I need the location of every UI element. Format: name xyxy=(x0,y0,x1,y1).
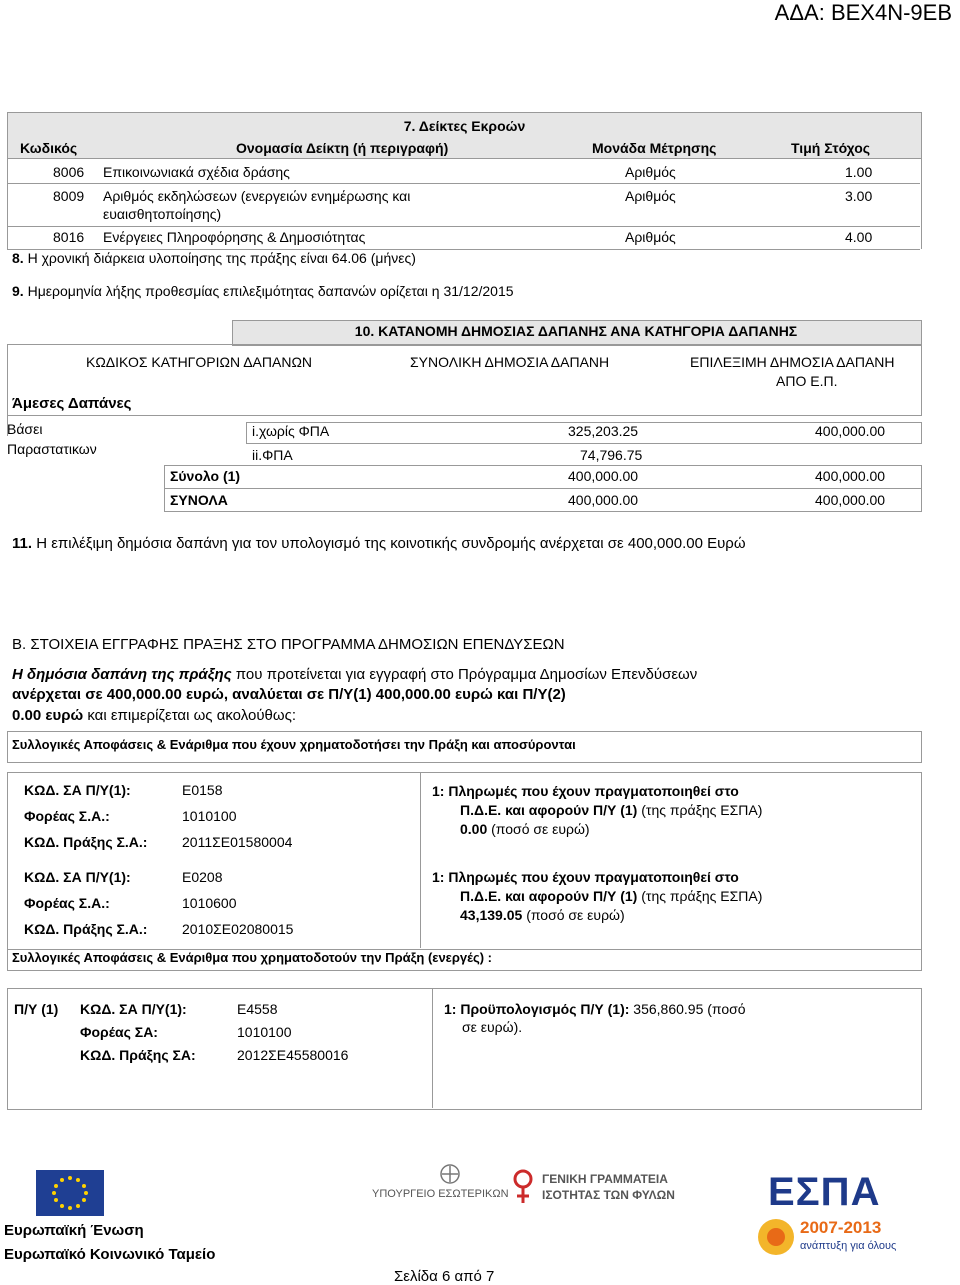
section-b-line-1: Η δημόσια δαπάνη της πράξης που προτείνεται για εγγραφή στο Πρόγραμμα Δημοσίων Επενδύσεων xyxy=(12,666,698,683)
ministry-label: ΥΠΟΥΡΓΕΙΟ ΕΣΩΤΕΡΙΚΩΝ xyxy=(372,1188,509,1200)
gsg-label-2: ΙΣΟΤΗΤΑΣ ΤΩΝ ΦΥΛΩΝ xyxy=(542,1188,675,1202)
section-b-line-3: 0.00 ευρώ και επιμερίζεται ως ακολούθως: xyxy=(12,707,297,724)
active-decisions-title: Συλλογικές Αποφάσεις & Ενάριθμα που χρηματοδοτούν την Πράξη (ενεργές) : xyxy=(12,950,493,965)
closed-1-payments-line2: Π.Δ.Ε. και αφορούν Π/Υ (1) (της πράξης ΕΣΠΑ) xyxy=(460,802,763,818)
direct-costs-label: Άμεσες Δαπάνες xyxy=(12,395,132,412)
closed-1-project-label: ΚΩΔ. Πράξης Σ.Α.: xyxy=(24,834,148,850)
section-10-title: 10. ΚΑΤΑΝΟΜΗ ΔΗΜΟΣΙΑΣ ΔΑΠΑΝΗΣ ΑΝΑ ΚΑΤΗΓΟΡΙΑ ΔΑΠΑΝΗΣ xyxy=(354,323,798,339)
closed-2-payments-line3: 43,139.05 (ποσό σε ευρώ) xyxy=(460,907,625,923)
closed-2-project-label: ΚΩΔ. Πράξης Σ.Α.: xyxy=(24,921,148,937)
eu-flag-icon xyxy=(36,1170,104,1216)
active-agency-value: 1010100 xyxy=(237,1024,292,1040)
espa-star-icon xyxy=(755,1212,797,1262)
closed-1-sa-label: ΚΩΔ. ΣΑ Π/Υ(1): xyxy=(24,782,131,798)
table-row: 8009 Αριθμός εκδηλώσεων (ενεργειών ενημέρωσης και ευαισθητοποίησης) Αριθμός 3.00 xyxy=(7,184,920,227)
subtotal-total: 400,000.00 xyxy=(568,468,639,484)
section-b-line-2: ανέρχεται σε 400,000.00 ευρώ, αναλύεται σε Π/Υ(1) 400,000.00 ευρώ και Π/Υ(2) xyxy=(12,686,566,703)
col-name: Ονομασία Δείκτη (ή περιγραφή) xyxy=(236,140,449,156)
item-11: 11. Η επιλέξιμη δημόσια δαπάνη για τον υπολογισμό της κοινοτικής συνδρομής ανέρχεται σε 400,000.00 Ευρώ xyxy=(12,535,746,552)
subtotal-eligible: 400,000.00 xyxy=(815,468,886,484)
active-budget-line1: 1: Προϋπολογισμός Π/Υ (1): 356,860.95 (ποσό xyxy=(444,1001,746,1017)
closed-2-payments-line2: Π.Δ.Ε. και αφορούν Π/Υ (1) (της πράξης ΕΣΠΑ) xyxy=(460,888,763,904)
gsg-label-1: ΓΕΝΙΚΗ ΓΡΑΜΜΑΤΕΙΑ xyxy=(542,1172,668,1186)
espa-subtitle: ανάπτυξη για όλους xyxy=(800,1240,897,1252)
espa-years: 2007-2013 xyxy=(800,1218,882,1237)
closed-1-payments-line1: 1: Πληρωμές που έχουν πραγματοποιηθεί στο xyxy=(432,783,739,799)
active-project-label: ΚΩΔ. Πράξης ΣΑ: xyxy=(80,1047,196,1063)
section-7-title: 7. Δείκτες Εκροών xyxy=(7,112,922,140)
closed-2-agency-value: 1010600 xyxy=(182,895,237,911)
active-sa-label: ΚΩΔ. ΣΑ Π/Υ(1): xyxy=(80,1001,187,1017)
document-id: ΑΔΑ: ΒΕΧ4Ν-9ΕΒ xyxy=(774,0,952,25)
base-label-1: Βάσει xyxy=(7,421,43,437)
item-9: 9. Ημερομηνία λήξης προθεσμίας επιλεξιμότητας δαπανών ορίζεται η 31/12/2015 xyxy=(12,283,514,299)
closed-2-project-value: 2010ΣΕ02080015 xyxy=(182,921,294,937)
active-sa-value: Ε4558 xyxy=(237,1001,278,1017)
active-budget-label: Π/Υ (1) xyxy=(14,1001,59,1017)
col-total-public: ΣΥΝΟΛΙΚΗ ΔΗΜΟΣΙΑ ΔΑΠΑΝΗ xyxy=(410,354,610,370)
grand-total-label: ΣΥΝΟΛΑ xyxy=(170,492,228,508)
col-target: Τιμή Στόχος xyxy=(791,140,871,156)
active-budget-line2: σε ευρώ). xyxy=(462,1019,523,1035)
closed-1-agency-value: 1010100 xyxy=(182,808,237,824)
col-category-code: ΚΩΔΙΚΟΣ ΚΑΤΗΓΟΡΙΩΝ ΔΑΠΑΝΩΝ xyxy=(86,354,313,370)
closed-1-payments-line3: 0.00 (ποσό σε ευρώ) xyxy=(460,821,590,837)
table-row: 8006 Επικοινωνιακά σχέδια δράσης Αριθμός 1.00 xyxy=(7,160,920,184)
closed-1-agency-label: Φορέας Σ.Α.: xyxy=(24,808,110,824)
col-code: Κωδικός xyxy=(20,140,78,156)
closed-2-payments-line1: 1: Πληρωμές που έχουν πραγματοποιηθεί στο xyxy=(432,869,739,885)
espa-logo-text: ΕΣΠΑ xyxy=(768,1170,881,1214)
row-without-vat-total: 325,203.25 xyxy=(568,423,639,439)
col-eligible-a: ΕΠΙΛΕΞΙΜΗ ΔΗΜΟΣΙΑ ΔΑΠΑΝΗ xyxy=(690,354,895,370)
row-without-vat-eligible: 400,000.00 xyxy=(815,423,886,439)
col-eligible-b: ΑΠΟ Ε.Π. xyxy=(776,373,838,389)
active-project-value: 2012ΣΕ45580016 xyxy=(237,1047,349,1063)
esf-label: Ευρωπαϊκό Κοινωνικό Ταμείο xyxy=(4,1246,216,1263)
col-unit: Μονάδα Μέτρησης xyxy=(592,140,717,156)
active-agency-label: Φορέας ΣΑ: xyxy=(80,1024,158,1040)
page-number: Σελίδα 6 από 7 xyxy=(394,1268,495,1285)
closed-2-sa-value: Ε0208 xyxy=(182,869,223,885)
gender-equality-logo-icon xyxy=(512,1167,534,1207)
closed-1-project-value: 2011ΣΕ01580004 xyxy=(182,834,293,850)
grand-total-total: 400,000.00 xyxy=(568,492,639,508)
base-label-2: Παραστατικων xyxy=(7,441,97,457)
eu-label: Ευρωπαϊκή Ένωση xyxy=(4,1222,144,1239)
closed-decisions-title: Συλλογικές Αποφάσεις & Ενάριθμα που έχουν χρηματοδοτήσει την Πράξη και αποσύρονται xyxy=(12,737,576,752)
greek-emblem-icon xyxy=(436,1164,464,1184)
subtotal-label: Σύνολο (1) xyxy=(170,468,241,484)
row-vat-label: ii.ΦΠΑ xyxy=(252,447,293,463)
row-vat-total: 74,796.75 xyxy=(580,447,643,463)
closed-2-sa-label: ΚΩΔ. ΣΑ Π/Υ(1): xyxy=(24,869,131,885)
row-without-vat-label: i.χωρίς ΦΠΑ xyxy=(252,423,330,439)
grand-total-eligible: 400,000.00 xyxy=(815,492,886,508)
section-7-header-row xyxy=(7,138,922,159)
closed-1-sa-value: Ε0158 xyxy=(182,782,223,798)
item-8: 8. Η χρονική διάρκεια υλοποίησης της πράξης είναι 64.06 (μήνες) xyxy=(12,250,416,266)
table-row: 8016 Ενέργειες Πληροφόρησης & Δημοσιότητας Αριθμός 4.00 xyxy=(7,227,920,250)
closed-2-agency-label: Φορέας Σ.Α.: xyxy=(24,895,110,911)
section-b-title: Β. ΣΤΟΙΧΕΙΑ ΕΓΓΡΑΦΗΣ ΠΡΑΞΗΣ ΣΤΟ ΠΡΟΓΡΑΜΜΑ ΔΗΜΟΣΙΩΝ ΕΠΕΝΔΥΣΕΩΝ xyxy=(12,636,565,653)
